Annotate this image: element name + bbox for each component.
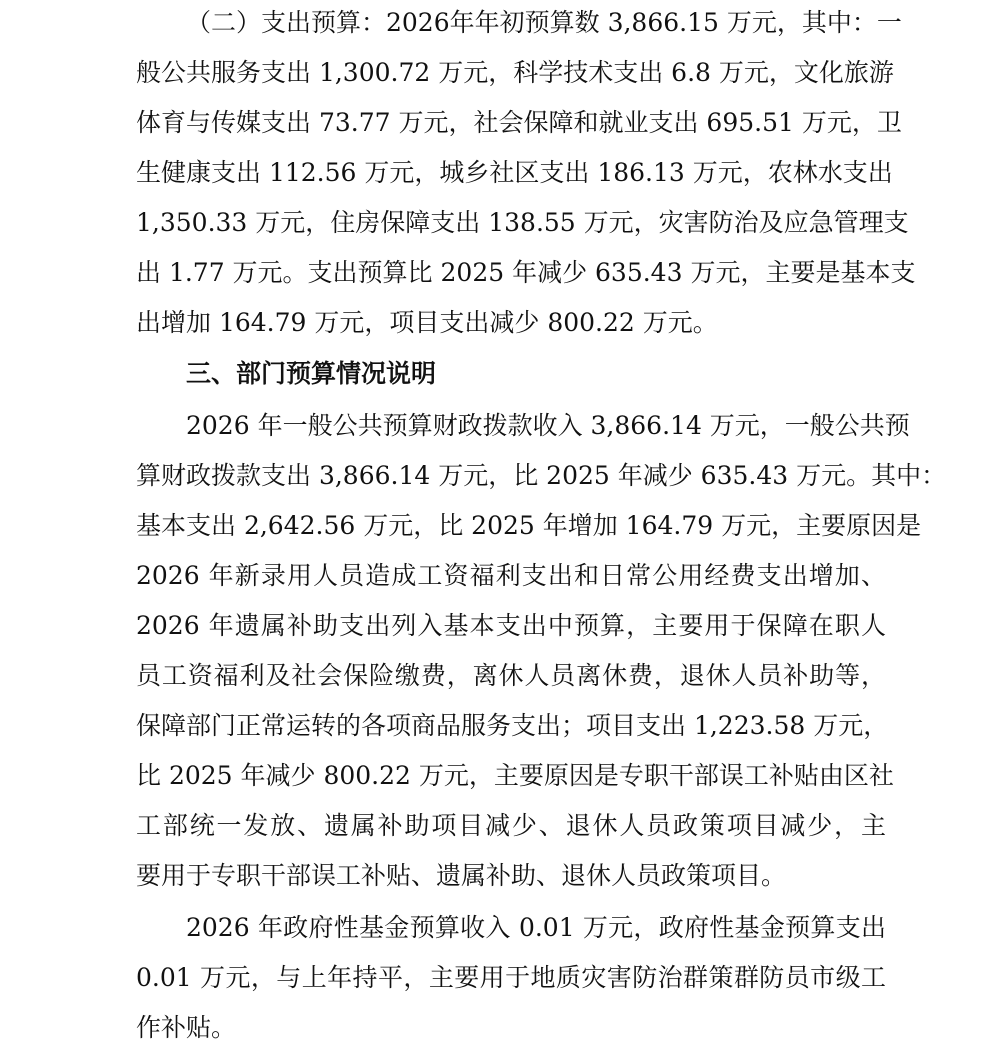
paragraph-line: 要用于专职干部误工补贴、遗属补助、退休人员政策项目。 bbox=[136, 861, 787, 890]
paragraph-line: 2026 年一般公共预算财政拨款收入 3,866.14 万元，一般公共预 bbox=[186, 411, 910, 440]
paragraph-line: 员工资福利及社会保险缴费，离休人员离休费，退休人员补助等， bbox=[136, 661, 886, 690]
paragraph-line: 2026 年政府性基金预算收入 0.01 万元，政府性基金预算支出 bbox=[186, 913, 886, 942]
paragraph-line: 比 2025 年减少 800.22 万元，主要原因是专职干部误工补贴由区社 bbox=[136, 761, 894, 790]
paragraph-line: 保障部门正常运转的各项商品服务支出；项目支出 1,223.58 万元， bbox=[136, 711, 889, 740]
paragraph-line: 2026 年新录用人员造成工资福利支出和日常公用经费支出增加、 bbox=[136, 561, 886, 590]
paragraph-line: 2026 年遗属补助支出列入基本支出中预算，主要用于保障在职人 bbox=[136, 611, 886, 640]
paragraph-line: 出增加 164.79 万元，项目支出减少 800.22 万元。 bbox=[136, 308, 718, 337]
paragraph-line: 作补贴。 bbox=[136, 1013, 237, 1042]
paragraph-line: 出 1.77 万元。支出预算比 2025 年减少 635.43 万元，主要是基本支 bbox=[136, 258, 916, 287]
paragraph-line: 工部统一发放、遗属补助项目减少、退休人员政策项目减少，主 bbox=[136, 811, 886, 840]
paragraph-line: 般公共服务支出 1,300.72 万元，科学技术支出 6.8 万元，文化旅游 bbox=[136, 58, 894, 87]
paragraph-line: 基本支出 2,642.56 万元，比 2025 年增加 164.79 万元，主要原因是 bbox=[136, 511, 922, 540]
paragraph-line: （二）支出预算：2026年年初预算数 3,866.15 万元，其中：一 bbox=[186, 8, 902, 37]
paragraph-line: 0.01 万元，与上年持平，主要用于地质灾害防治群策群防员市级工 bbox=[136, 963, 886, 992]
paragraph-line: 生健康支出 112.56 万元，城乡社区支出 186.13 万元，农林水支出 bbox=[136, 158, 893, 187]
paragraph-line: 体育与传媒支出 73.77 万元，社会保障和就业支出 695.51 万元，卫 bbox=[136, 108, 902, 137]
section-heading: 三、部门预算情况说明 bbox=[186, 359, 437, 388]
paragraph-line: 算财政拨款支出 3,866.14 万元，比 2025 年减少 635.43 万元。其中： bbox=[136, 461, 947, 490]
paragraph-line: 1,350.33 万元，住房保障支出 138.55 万元，灾害防治及应急管理支 bbox=[136, 208, 909, 237]
